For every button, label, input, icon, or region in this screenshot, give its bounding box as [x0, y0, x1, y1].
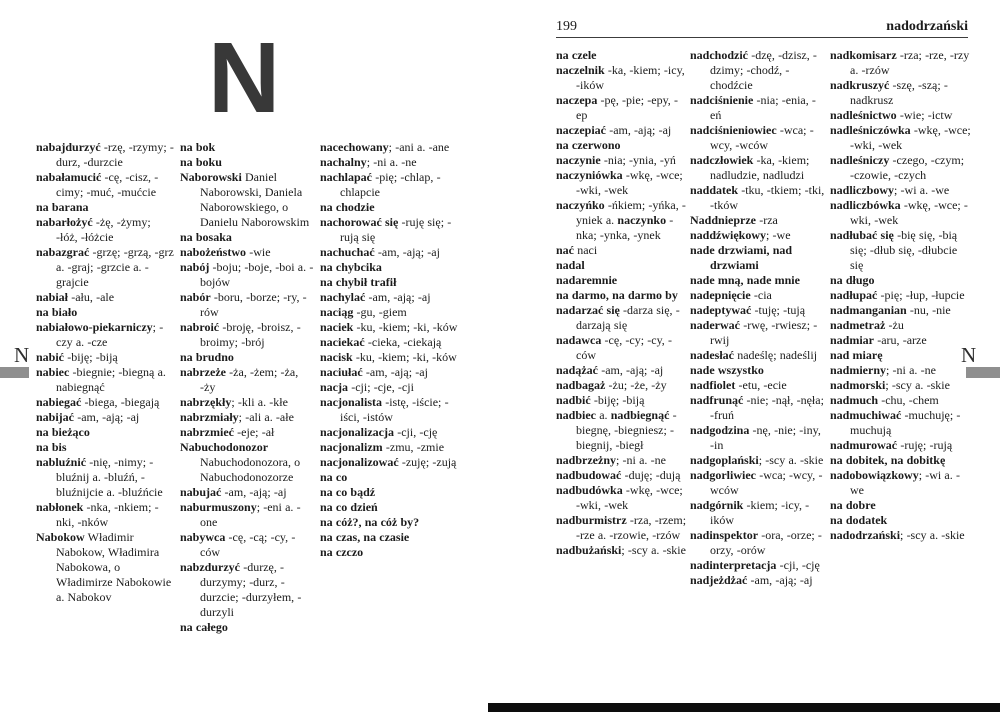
dictionary-entry: nabywca -cę, -cą; -cy, -ców	[180, 530, 296, 559]
dictionary-entry: nadfiolet -etu, -ecie	[690, 378, 787, 392]
dictionary-entry: nabijać -am, -ają; -aj	[36, 410, 140, 424]
dictionary-entry: naczepiać -am, -ają; -aj	[556, 123, 672, 137]
dictionary-entry: na chybcika	[320, 260, 382, 274]
dictionary-column-3	[320, 140, 463, 560]
dictionary-entry: nadbiec a. nadbiegnąć -biegnę, -biegniesz; -biegnij, -biegł	[556, 408, 677, 452]
dictionary-entry: na bok	[180, 140, 216, 154]
dictionary-entry: nadciśnieniowiec -wca; -wcy, -wców	[690, 123, 814, 152]
dictionary-entry: nade wszystko	[690, 363, 764, 377]
dictionary-entry: nadmiar -aru, -arze	[830, 333, 927, 347]
dictionary-entry: nabazgrać -grzę; -grzą, -grz a. -graj; -grzcie a. -grajcie	[36, 245, 174, 289]
header-rule	[556, 37, 968, 38]
dictionary-entry: naciek -ku, -kiem; -ki, -ków	[320, 320, 458, 334]
dictionary-entry: Nabokow Władimir Nabokow, Władimira Nabokowa, o Władimirze Nabokowie a. Nabokov	[36, 530, 172, 604]
dictionary-entry: nacja -cji; -cje, -cji	[320, 380, 414, 394]
dictionary-entry: na co	[320, 470, 348, 484]
dictionary-entry: nachorować się -ruję się; -rują się	[320, 215, 452, 244]
thumb-index-bar-right	[966, 367, 1000, 378]
dictionary-entry: nabiec -biegnie; -biegną a. nabiegnąć	[36, 365, 166, 394]
dictionary-entry: na czczo	[320, 545, 364, 559]
dictionary-entry: nacjonalista -istę, -iście; -iści, -istów	[320, 395, 449, 424]
dictionary-entry: nadodrzański; -scy a. -skie	[830, 528, 965, 542]
dictionary-entry: nadążać -am, -ają; -aj	[556, 363, 664, 377]
dictionary-entry: na bieżąco	[36, 425, 90, 439]
dictionary-entry: naddatek -tku, -tkiem; -tki, -tków	[690, 183, 825, 212]
dictionary-entry: naciąg -gu, -giem	[320, 305, 407, 319]
thumb-index-bar-left	[0, 367, 29, 378]
dictionary-entry: nadbużański; -scy a. -skie	[556, 543, 686, 557]
dictionary-entry: nadgórnik -kiem; -icy, -ików	[690, 498, 810, 527]
dictionary-entry: nadobowiązkowy; -wi a. -we	[830, 468, 960, 497]
dictionary-entry: nadkomisarz -rza; -rze, -rzy a. -rzów	[830, 48, 970, 77]
dictionary-entry: na długo	[830, 273, 875, 287]
dictionary-entry: naddźwiękowy; -we	[690, 228, 791, 242]
dictionary-entry: na co bądź	[320, 485, 376, 499]
dictionary-entry: nadmanganian -nu, -nie	[830, 303, 951, 317]
dictionary-entry: nadaremnie	[556, 273, 618, 287]
dictionary-entry: na dodatek	[830, 513, 888, 527]
dictionary-entry: nacjonalizacja -cji, -cję	[320, 425, 438, 439]
dictionary-entry: nadleśniczówka -wkę, -wce; -wki, -wek	[830, 123, 971, 152]
dictionary-entry: naderwać -rwę, -rwiesz; -rwij	[690, 318, 818, 347]
dictionary-entry: nabój -boju; -boje, -boi a. -bojów	[180, 260, 314, 289]
dictionary-entry: nadinterpretacja -cji, -cję	[690, 558, 820, 572]
dictionary-entry: naczyniówka -wkę, -wce; -wki, -wek	[556, 168, 683, 197]
thumb-index-letter-left: N	[14, 343, 30, 367]
dictionary-entry: nadliczbowy; -wi a. -we	[830, 183, 950, 197]
dictionary-entry: naczyńko -ńkiem; -yńka, -yniek a. naczynko -nka; -ynka, -ynek	[556, 198, 686, 242]
dictionary-entry: na chybił trafił	[320, 275, 397, 289]
dictionary-entry: nabiegać -biega, -biegają	[36, 395, 160, 409]
dictionary-entry: nabrzmieć -eje; -ał	[180, 425, 275, 439]
dictionary-entry: nadłubać się -bię się, -bią się; -dłub się, -dłubcie się	[830, 228, 958, 272]
page-bottom-scan-edge	[488, 703, 1000, 712]
dictionary-entry: nabarłożyć -żę, -żymy; -łóż, -łóżcie	[36, 215, 151, 244]
dictionary-entry: nadal	[556, 258, 585, 272]
dictionary-entry: nabajdurzyć -rzę, -rzymy; -durz, -durzcie	[36, 140, 174, 169]
dictionary-entry: nadchodzić -dzę, -dzisz, -dzimy; -chodź, -chodźcie	[690, 48, 817, 92]
dictionary-entry: na bosaka	[180, 230, 232, 244]
dictionary-entry: nadgoplański; -scy a. -skie	[690, 453, 824, 467]
dictionary-entry: nacjonalizm -zmu, -zmie	[320, 440, 445, 454]
dictionary-entry: na bis	[36, 440, 67, 454]
dictionary-entry: nadbudować -duję; -dują	[556, 468, 681, 482]
dictionary-entry: nadbudówka -wkę, -wce; -wki, -wek	[556, 483, 683, 512]
dictionary-entry: nachuchać -am, -ają; -aj	[320, 245, 440, 259]
dictionary-entry: Nabuchodonozor Nabuchodonozora, o Nabuchodonozorze	[180, 440, 301, 484]
dictionary-entry: nabrzeże -ża, -żem; -ża, -ży	[180, 365, 299, 394]
dictionary-entry: na dobitek, na dobitkę	[830, 453, 946, 467]
dictionary-entry: nadarzać się -darza się, -darzają się	[556, 303, 680, 332]
dictionary-entry: nabrzękły; -kli a. -kłe	[180, 395, 288, 409]
dictionary-entry: na boku	[180, 155, 222, 169]
dictionary-entry: nabłonek -nka, -nkiem; -nki, -nków	[36, 500, 159, 529]
dictionary-entry: nadawca -cę, -cy; -cy, -ców	[556, 333, 672, 362]
dictionary-entry: na chodzie	[320, 200, 375, 214]
dictionary-entry: na czas, na czasie	[320, 530, 410, 544]
dictionary-column-2	[180, 140, 315, 635]
dictionary-entry: nadinspektor -ora, -orze; -orzy, -orów	[690, 528, 822, 557]
dictionary-column-1	[36, 140, 174, 605]
dictionary-entry: nacisk -ku, -kiem; -ki, -ków	[320, 350, 457, 364]
dictionary-entry: nadbrzeżny; -ni a. -ne	[556, 453, 666, 467]
dictionary-entry: nadłupać -pię; -łup, -łupcie	[830, 288, 965, 302]
dictionary-entry: nadmuch -chu, -chem	[830, 393, 939, 407]
dictionary-column-5	[690, 48, 827, 588]
dictionary-entry: nać naci	[556, 243, 598, 257]
guide-word: nadodrzański	[886, 19, 968, 34]
dictionary-entry: nadmurować -ruję; -rują	[830, 438, 953, 452]
dictionary-entry: nabroić -broję, -broisz, -broimy; -brój	[180, 320, 301, 349]
dictionary-entry: nabrzmiały; -ali a. -ałe	[180, 410, 294, 424]
dictionary-entry: nadmetraż -żu	[830, 318, 904, 332]
dictionary-entry: na darmo, na darmo by	[556, 288, 678, 302]
dictionary-entry: Naborowski Daniel Naborowski, Daniela Naborowskiego, o Danielu Naborowskim	[180, 170, 310, 229]
page-number: 199	[556, 19, 577, 34]
dictionary-entry: nachlapać -pię; -chlap, -chlapcie	[320, 170, 441, 199]
dictionary-entry: nabujać -am, -ają; -aj	[180, 485, 287, 499]
dictionary-entry: nadkruszyć -szę, -szą; -nadkrusz	[830, 78, 948, 107]
dictionary-entry: na czele	[556, 48, 597, 62]
dictionary-entry: naburmuszony; -eni a. -one	[180, 500, 301, 529]
dictionary-column-6	[830, 48, 971, 543]
dictionary-entry: nadjeżdżać -am, -ają; -aj	[690, 573, 813, 587]
dictionary-entry: nadburmistrz -rza, -rzem; -rze a. -rzowie, -rzów	[556, 513, 687, 542]
dictionary-entry: naczelnik -ka, -kiem; -icy, -ików	[556, 63, 685, 92]
dictionary-entry: na barana	[36, 200, 89, 214]
dictionary-entry: nabiałowo-piekarniczy; -czy a. -cze	[36, 320, 164, 349]
dictionary-entry: nade mną, nade mnie	[690, 273, 800, 287]
dictionary-entry: nabór -boru, -borze; -ry, -rów	[180, 290, 307, 319]
dictionary-entry: nabożeństwo -wie	[180, 245, 271, 259]
dictionary-entry: nadeptywać -tuję; -tują	[690, 303, 806, 317]
dictionary-entry: nadbić -biję; -biją	[556, 393, 645, 407]
dictionary-entry: nacechowany; -ani a. -ane	[320, 140, 450, 154]
dictionary-entry: nachalny; -ni a. -ne	[320, 155, 417, 169]
dictionary-entry: nabiał -ału, -ale	[36, 290, 115, 304]
dictionary-entry: nacjonalizować -zuję; -zują	[320, 455, 457, 469]
dictionary-entry: na cóż?, na cóż by?	[320, 515, 420, 529]
dictionary-entry: nadepnięcie -cia	[690, 288, 772, 302]
dictionary-entry: naciułać -am, -ają; -aj	[320, 365, 428, 379]
dictionary-entry: nabluźnić -nię, -nimy; -bluźnij a. -bluźń, -bluźnijcie a. -bluźńcie	[36, 455, 163, 499]
dictionary-entry: nadciśnienie -nia; -enia, -eń	[690, 93, 816, 122]
dictionary-entry: nabałamucić -cę, -cisz, -cimy; -muć, -mućcie	[36, 170, 159, 199]
dictionary-entry: nabzdurzyć -durzę, -durzymy; -durz, -durzcie; -durzyłem, -durzyli	[180, 560, 302, 619]
dictionary-entry: nadleśnictwo -wie; -ictw	[830, 108, 953, 122]
dictionary-entry: na brudno	[180, 350, 234, 364]
dictionary-entry: nadmuchiwać -muchuję; -muchują	[830, 408, 961, 437]
dictionary-entry: naczepa -pę, -pie; -epy, -ep	[556, 93, 678, 122]
thumb-index-letter-right: N	[961, 343, 977, 367]
dictionary-entry: nadczłowiek -ka, -kiem; nadludzie, nadludzi	[690, 153, 810, 182]
dictionary-entry: nadgodzina -nę, -nie; -iny, -in	[690, 423, 821, 452]
dictionary-entry: naciekać -cieka, -ciekają	[320, 335, 442, 349]
dictionary-entry: na co dzień	[320, 500, 378, 514]
dictionary-entry: na czerwono	[556, 138, 621, 152]
dictionary-entry: nachylać -am, -ają; -aj	[320, 290, 431, 304]
dictionary-entry: nad miarę	[830, 348, 883, 362]
dictionary-entry: nadliczbówka -wkę, -wce; -wki, -wek	[830, 198, 968, 227]
dictionary-entry: nadmierny; -ni a. -ne	[830, 363, 936, 377]
dictionary-entry: nabić -biję; -biją	[36, 350, 118, 364]
dictionary-entry: nadleśniczy -czego, -czym; -czowie, -czych	[830, 153, 965, 182]
dictionary-entry: na całego	[180, 620, 228, 634]
dictionary-entry: nadbagaż -żu; -że, -ży	[556, 378, 667, 392]
dictionary-column-4	[556, 48, 687, 558]
dictionary-entry: nadesłać nadeślę; nadeślij	[690, 348, 818, 362]
dictionary-entry: nadfrunąć -nie; -nął, -nęła; -fruń	[690, 393, 824, 422]
dictionary-entry: nade drzwiami, nad drzwiami	[690, 243, 793, 272]
section-letter: N	[208, 22, 279, 134]
dictionary-entry: na biało	[36, 305, 78, 319]
dictionary-entry: Naddnieprze -rza	[690, 213, 778, 227]
dictionary-entry: nadmorski; -scy a. -skie	[830, 378, 950, 392]
dictionary-entry: na dobre	[830, 498, 876, 512]
dictionary-entry: nadgorliwiec -wca; -wcy, -wców	[690, 468, 823, 497]
dictionary-entry: naczynie -nia; -ynia, -yń	[556, 153, 676, 167]
